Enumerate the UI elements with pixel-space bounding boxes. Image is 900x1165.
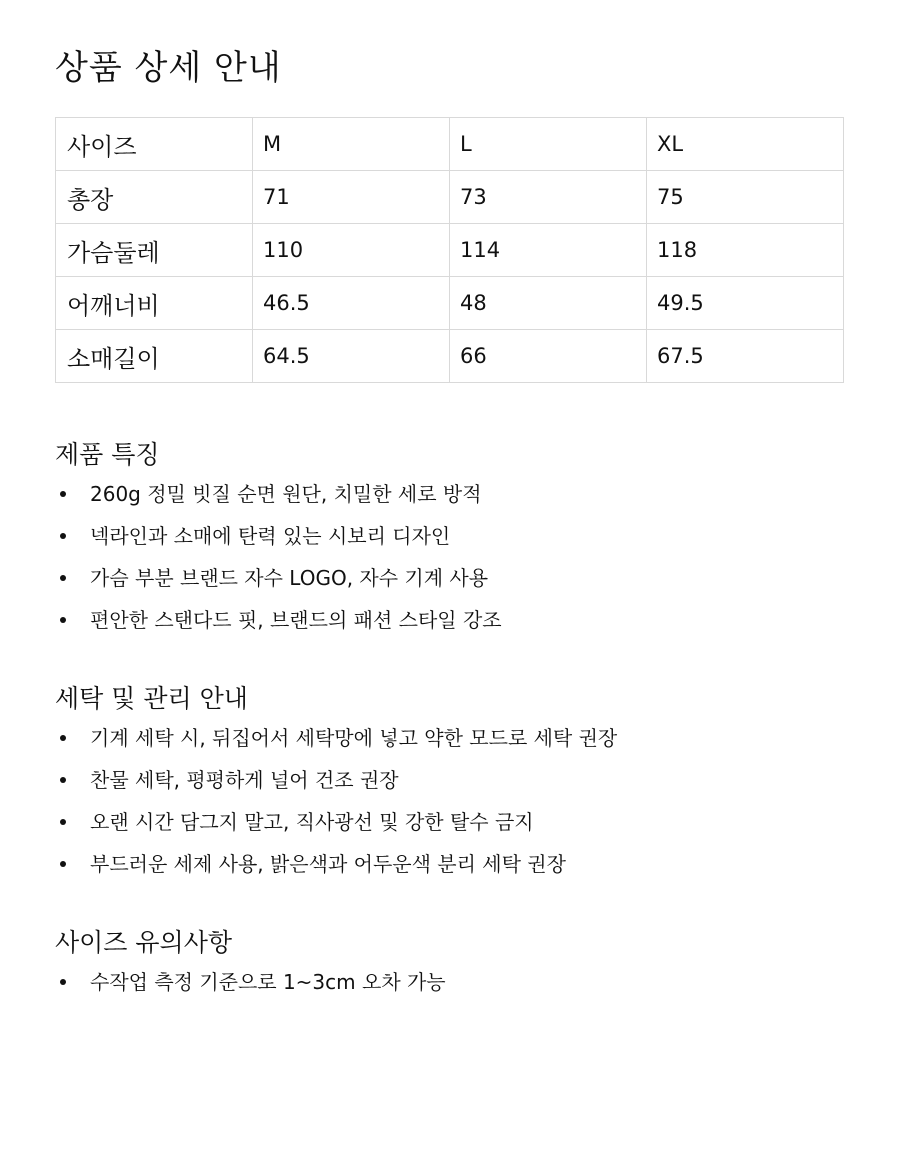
size-notes-title: 사이즈 유의사항 (55, 928, 232, 957)
list-item-text: 오랜 시간 담그지 말고, 직사광선 및 강한 탈수 금지 (90, 810, 534, 834)
table-cell: 46.5 (253, 277, 450, 330)
table-row (56, 224, 844, 277)
features-list (55, 480, 845, 648)
table-row-label: 총장 (56, 171, 253, 224)
list-item-text: 260g 정밀 빗질 순면 원단, 치밀한 세로 방적 (90, 482, 482, 506)
list-item (55, 724, 845, 766)
table-cell: 64.5 (253, 330, 450, 383)
bullet-icon (60, 533, 66, 539)
size-table (55, 117, 844, 383)
list-item (55, 480, 845, 522)
table-cell: 49.5 (647, 277, 844, 330)
list-item (55, 564, 845, 606)
table-cell: 118 (647, 224, 844, 277)
list-item (55, 522, 845, 564)
list-item-text: 가슴 부분 브랜드 자수 LOGO, 자수 기계 사용 (90, 566, 489, 590)
table-cell: 75 (647, 171, 844, 224)
care-section (55, 682, 845, 892)
table-row (56, 171, 844, 224)
list-item-text: 기계 세탁 시, 뒤집어서 세탁망에 넣고 약한 모드로 세탁 권장 (90, 726, 618, 750)
bullet-icon (60, 819, 66, 825)
table-row (56, 330, 844, 383)
table-row-label: 소매길이 (56, 330, 253, 383)
table-cell: 71 (253, 171, 450, 224)
list-item (55, 808, 845, 850)
table-header-cell: M (253, 118, 450, 171)
features-section (55, 438, 845, 648)
size-notes-section (55, 926, 845, 1010)
care-list (55, 724, 845, 892)
table-header-cell: XL (647, 118, 844, 171)
bullet-icon (60, 575, 66, 581)
list-item (55, 850, 845, 892)
table-cell: 73 (450, 171, 647, 224)
table-cell: 66 (450, 330, 647, 383)
list-item (55, 606, 845, 648)
size-notes-list (55, 968, 845, 1010)
list-item-text: 찬물 세탁, 평평하게 널어 건조 권장 (90, 768, 399, 792)
table-row-label: 어깨너비 (56, 277, 253, 330)
bullet-icon (60, 861, 66, 867)
list-item-text: 부드러운 세제 사용, 밝은색과 어두운색 분리 세탁 권장 (90, 852, 566, 876)
table-cell: 48 (450, 277, 647, 330)
care-title: 세탁 및 관리 안내 (55, 684, 248, 713)
list-item-text: 수작업 측정 기준으로 1~3cm 오차 가능 (90, 970, 446, 994)
table-cell: 114 (450, 224, 647, 277)
page-title: 상품 상세 안내 (55, 48, 282, 88)
bullet-icon (60, 735, 66, 741)
table-row-label: 가슴둘레 (56, 224, 253, 277)
features-title: 제품 특징 (55, 440, 160, 469)
bullet-icon (60, 617, 66, 623)
bullet-icon (60, 979, 66, 985)
bullet-icon (60, 491, 66, 497)
bullet-icon (60, 777, 66, 783)
list-item (55, 968, 845, 1010)
table-header-cell: L (450, 118, 647, 171)
list-item-text: 넥라인과 소매에 탄력 있는 시보리 디자인 (90, 524, 451, 548)
table-cell: 110 (253, 224, 450, 277)
table-header-row (56, 118, 844, 171)
table-row (56, 277, 844, 330)
list-item (55, 766, 845, 808)
table-header-cell: 사이즈 (56, 118, 253, 171)
table-cell: 67.5 (647, 330, 844, 383)
list-item-text: 편안한 스탠다드 핏, 브랜드의 패션 스타일 강조 (90, 608, 502, 632)
